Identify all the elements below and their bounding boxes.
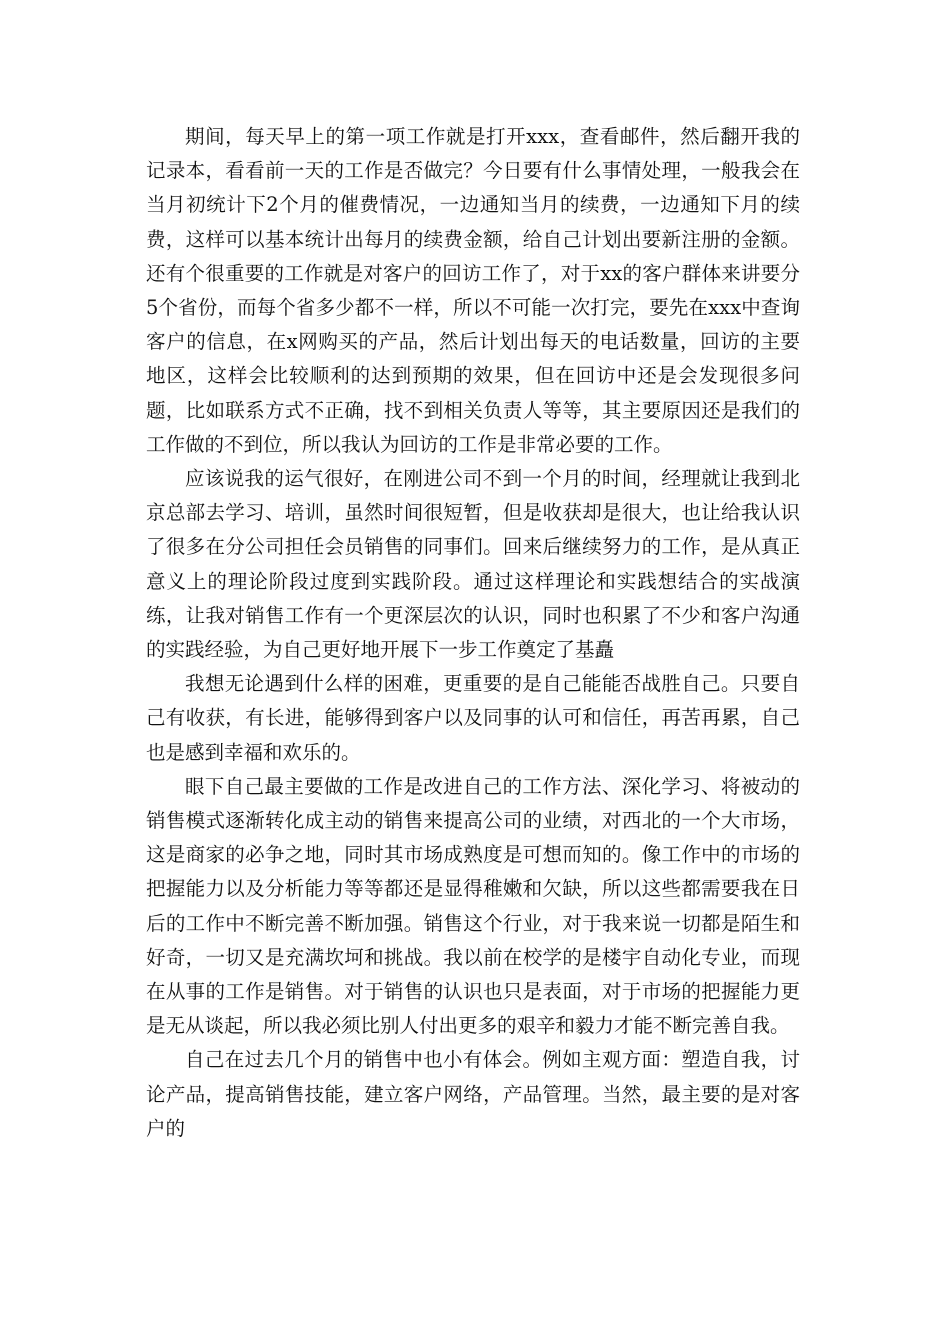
paragraph-training: 应该说我的运气很好，在刚进公司不到一个月的时间，经理就让我到北京总部去学习、培训，虽然时间很短暂，但是收获却是很大，也让给我认识了很多在分公司担任会员销售的同事们。回来后继续努力的工作，是从真正意义上的理论阶段过度到实践阶段。通过这样理论和实践想结合的实战演练，让我对销售工作有一个更深层次的认识，同时也积累了不少和客户沟通的实践经验，为自己更好地开展下一步工作奠定了基矗 — [146, 467, 800, 662]
paragraph-daily-work: 期间，每天早上的第一项工作就是打开xxx，查看邮件，然后翻开我的记录本，看看前一天的工作是否做完？今日要有什么事情处理，一般我会在当月初统计下2个月的催费情况，一边通知当月的续费，一边通知下月的续费，这样可以基本统计出每月的续费金额，给自己计划出要新注册的金额。还有个很重要的工作就是对客户的回访工作了，对于xx的客户群体来讲要分5个省份，而每个省多少都不一样，所以不可能一次打完，要先在xxx中查询客户的信息，在x网购买的产品，然后计划出每天的电话数量，回访的主要地区，这样会比较顺利的达到预期的效果，但在回访中还是会发现很多问题，比如联系方式不正确，找不到相关负责人等等，其主要原因还是我们的工作做的不到位，所以我认为回访的工作是非常必要的工作。 — [146, 125, 800, 456]
body-text — [146, 120, 800, 1146]
paragraph-current-work: 眼下自己最主要做的工作是改进自己的工作方法、深化学习、将被动的销售模式逐渐转化成主动的销售来提高公司的业绩，对西北的一个大市场，这是商家的必争之地，同时其市场成熟度是可想而知的。像工作中的市场的把握能力以及分析能力等等都还是显得稚嫩和欠缺，所以这些都需要我在日后的工作中不断完善不断加强。销售这个行业，对于我来说一切都是陌生和好奇，一切又是充满坎坷和挑战。我以前在校学的是楼宇自动化专业，而现在从事的工作是销售。对于销售的认识也只是表面，对于市场的把握能力更是无从谈起，所以我必须比别人付出更多的艰辛和毅力才能不断完善自我。 — [146, 774, 800, 1038]
paragraph-experience: 自己在过去几个月的销售中也小有体会。例如主观方面：塑造自我，讨论产品，提高销售技能，建立客户网络，产品管理。当然，最主要的是对客户的 — [146, 1048, 800, 1140]
paragraph-difficulties: 我想无论遇到什么样的困难，更重要的是自己能能否战胜自己。只要自己有收获，有长进，能够得到客户以及同事的认可和信任，再苦再累，自己也是感到幸福和欢乐的。 — [146, 672, 800, 764]
